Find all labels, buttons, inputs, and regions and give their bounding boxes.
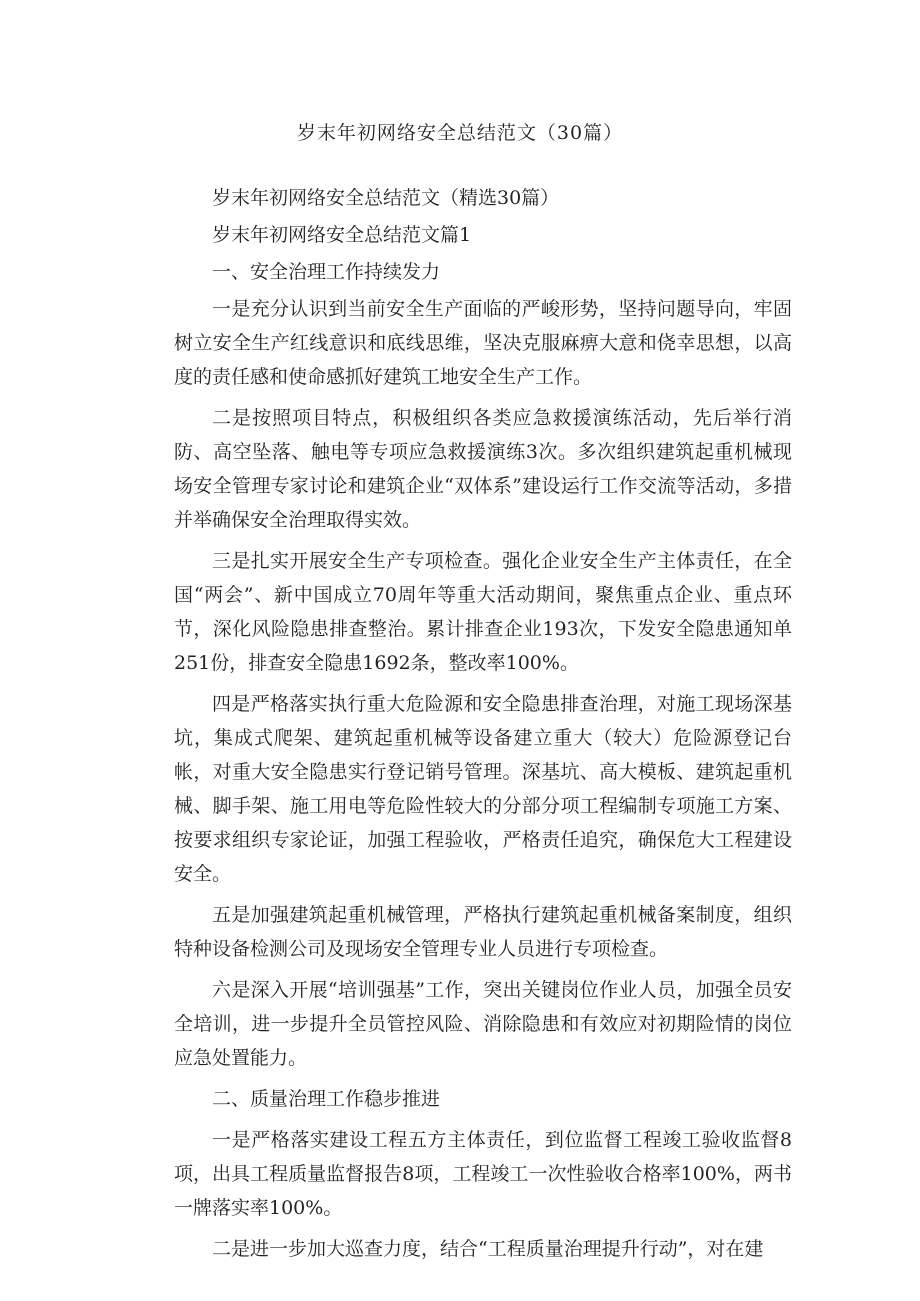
section-heading: 二、质量治理工作稳步推进 <box>212 1088 441 1110</box>
body-paragraph: 二是按照项目特点，积极组织各类应急救援演练活动，先后举行消防、高空坠落、触电等专项应急救援演练3次。多次组织建筑起重机械现场安全管理专家讨论和建筑企业“双体系”建设运行工作交流等活动，多措并举确保安全治理取得实效。 <box>174 407 792 531</box>
body-paragraph: 三是扎实开展安全生产专项检查。强化企业安全生产主体责任，在全国“两会”、新中国成立70周年等重大活动期间，聚焦重点企业、重点环节，深化风险隐患排查整治。累计排查企业193次，下发安全隐患通知单251份，排查安全隐患1692条，整改率100%。 <box>174 550 792 674</box>
body-paragraph: 四是严格落实执行重大危险源和安全隐患排查治理，对施工现场深基坑，集成式爬架、建筑起重机械等设备建立重大（较大）危险源登记台帐，对重大安全隐患实行登记销号管理。深基坑、高大模板、建筑起重机械、脚手架、施工用电等危险性较大的分部分项工程编制专项施工方案、按要求组织专家论证，加强工程验收，严格责任追究，确保危大工程建设安全。 <box>174 693 792 885</box>
body-paragraph: 一是严格落实建设工程五方主体责任，到位监督工程竣工验收监督8项，出具工程质量监督报告8项，工程竣工一次性验收合格率100%，两书一牌落实率100%。 <box>174 1129 792 1219</box>
subtitle-paragraph: 岁末年初网络安全总结范文（精选30篇） <box>212 187 560 209</box>
document-title: 岁末年初网络安全总结范文（30篇） <box>296 122 624 144</box>
body-paragraph: 二是进一步加大巡查力度，结合“工程质量治理提升行动”，对在建 <box>212 1238 764 1260</box>
document-body <box>174 181 792 1269</box>
body-paragraph: 一是充分认识到当前安全生产面临的严峻形势，坚持问题导向，牢固树立安全生产红线意识和底线思维，坚决克服麻痹大意和侥幸思想，以高度的责任感和使命感抓好建筑工地安全生产工作。 <box>174 298 792 388</box>
section-heading: 一、安全治理工作持续发力 <box>212 261 441 283</box>
body-paragraph: 五是加强建筑起重机械管理，严格执行建筑起重机械备案制度，组织特种设备检测公司及现场安全管理专业人员进行专项检查。 <box>174 904 792 960</box>
body-paragraph: 六是深入开展“培训强基”工作，突出关键岗位作业人员，加强全员安全培训，进一步提升全员管控风险、消除隐患和有效应对初期险情的岗位应急处置能力。 <box>174 979 792 1069</box>
chapter-heading: 岁末年初网络安全总结范文篇1 <box>212 224 472 246</box>
